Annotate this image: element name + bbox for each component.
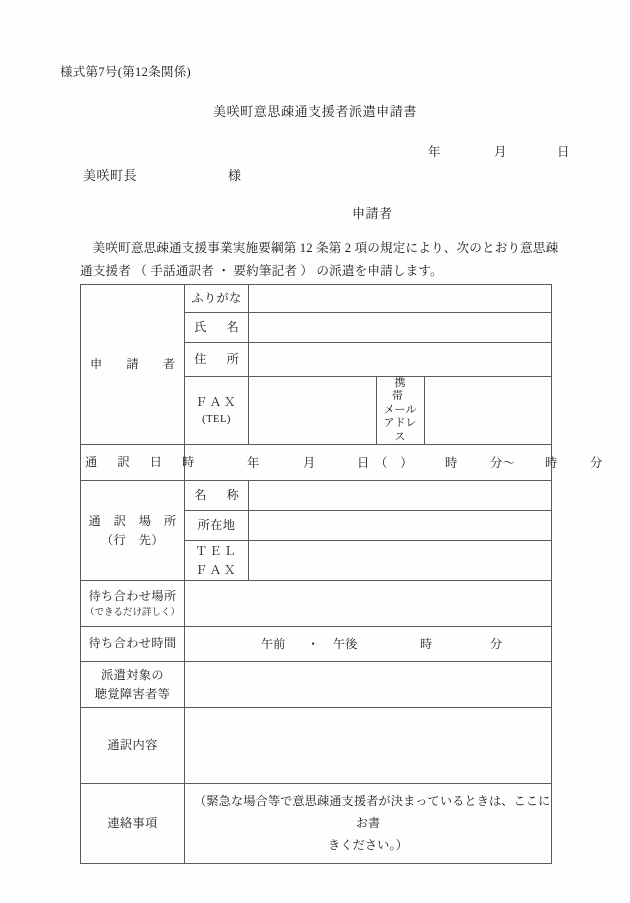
meeting-time-input[interactable] <box>185 627 552 662</box>
meeting-time-am-option[interactable]: 午前 <box>261 637 286 652</box>
place-name-label: 名 称 <box>185 481 249 511</box>
name-input[interactable] <box>249 313 552 343</box>
target-person-label <box>81 662 185 708</box>
meeting-time-hour-label: 時 <box>420 637 433 652</box>
interpret-datetime-input[interactable] <box>185 445 603 481</box>
mobile-mail-line-1: 携 帯 <box>392 377 427 403</box>
target-person-input[interactable] <box>185 662 552 708</box>
furigana-input[interactable] <box>249 285 552 313</box>
date-year-label: 年 <box>428 145 441 159</box>
meeting-time-pm-option[interactable]: 午後 <box>333 637 358 652</box>
name-label: 氏 名 <box>185 313 249 343</box>
address-input[interactable] <box>249 343 552 377</box>
interpret-start-minute-label: 分〜 <box>490 455 516 470</box>
body-line-2: 通支援者 （ 手話通訳者 ・ 要約筆記者 ） の派遣を申請します。 <box>80 264 443 279</box>
mobile-mail-label <box>376 377 427 445</box>
fax-label-sub: (TEL) <box>202 413 231 425</box>
meeting-place-input[interactable] <box>185 581 552 627</box>
page-title: 美咲町意思疎通支援者派遣申請書 <box>212 104 417 119</box>
body-line-1: 美咲町意思疎通支援事業実施要綱第 12 条第 2 項の規定により、次のとおり意思疎 <box>92 241 559 255</box>
place-tel-fax-label <box>185 541 249 581</box>
table-row <box>81 481 552 511</box>
remarks-label: 連絡事項 <box>81 784 185 864</box>
meeting-place-label-main: 待ち合わせ場所 <box>88 589 177 604</box>
mobile-mail-line-3: アドレ <box>383 417 417 430</box>
fax-label-main: ＦＡＸ <box>195 395 238 410</box>
table-row <box>81 285 552 313</box>
addressee <box>83 165 242 184</box>
fax-tel-input[interactable] <box>249 377 377 445</box>
table-row <box>81 445 552 481</box>
place-address-label: 所在地 <box>185 511 249 541</box>
date-day-label: 日 <box>557 145 570 159</box>
interpret-end-hour-label: 時 <box>545 455 558 470</box>
meeting-time-minute-label: 分 <box>490 637 503 652</box>
target-person-label-line-1: 派遣対象の <box>101 668 164 683</box>
remarks-note-line-1: （緊急な場合等で意思疎通支援者が決まっているときは、ここにお書 <box>194 793 551 830</box>
place-fax-label: ＦＡＸ <box>195 562 238 577</box>
table-row <box>81 662 552 708</box>
table-row <box>81 784 552 864</box>
addressee-honorific: 様 <box>228 168 242 183</box>
target-person-label-line-2: 聴覚障害者等 <box>94 686 171 701</box>
form-number: 様式第7号(第12条関係) <box>60 65 191 79</box>
place-tel-fax-input[interactable] <box>249 541 552 581</box>
mobile-mail-line-2: メール <box>383 403 417 416</box>
body-paragraph <box>80 237 560 284</box>
table-row <box>81 708 552 784</box>
meeting-place-label <box>81 581 185 627</box>
interpret-start-hour-label: 時 <box>445 455 458 470</box>
meeting-place-label-sub: （できるだけ詳しく） <box>84 607 180 618</box>
address-label: 住 所 <box>185 343 249 377</box>
applicant-signature-label: 申請者 <box>352 206 393 221</box>
place-tel-label: ＴＥＬ <box>195 544 238 559</box>
interpret-end-minute-label: 分 <box>590 455 603 470</box>
remarks-input[interactable] <box>185 784 552 864</box>
application-form-table <box>80 284 603 864</box>
fax-tel-label <box>185 377 249 445</box>
interpret-content-input[interactable] <box>185 708 552 784</box>
interpret-place-label-line-2: （行 先） <box>101 532 164 547</box>
furigana-label: ふりがな <box>185 285 249 313</box>
table-row <box>81 627 552 662</box>
place-name-input[interactable] <box>249 481 552 511</box>
interpret-place-label-line-1: 通 訳 場 所 <box>88 514 177 529</box>
meeting-time-label: 待ち合わせ時間 <box>81 627 185 662</box>
interpret-place-label <box>81 481 185 581</box>
mobile-mail-input[interactable] <box>424 377 552 445</box>
interpret-month-label: 月 <box>303 455 316 470</box>
interpret-datetime-label: 通 訳 日 時 <box>81 445 185 481</box>
interpret-content-label: 通訳内容 <box>81 708 185 784</box>
remarks-note-line-2: きください。） <box>328 837 408 852</box>
interpret-year-label: 年 <box>247 455 260 470</box>
meeting-time-separator: ・ <box>307 637 320 652</box>
interpret-weekday-paren: （ ） <box>375 455 413 470</box>
date-month-label: 月 <box>494 145 507 159</box>
interpret-day-label: 日 <box>357 455 370 470</box>
applicant-section-label: 申 請 者 <box>81 285 185 445</box>
place-address-input[interactable] <box>249 511 552 541</box>
table-row <box>81 581 552 627</box>
addressee-name: 美咲町長 <box>83 168 138 183</box>
mobile-mail-line-4: ス <box>394 430 406 443</box>
